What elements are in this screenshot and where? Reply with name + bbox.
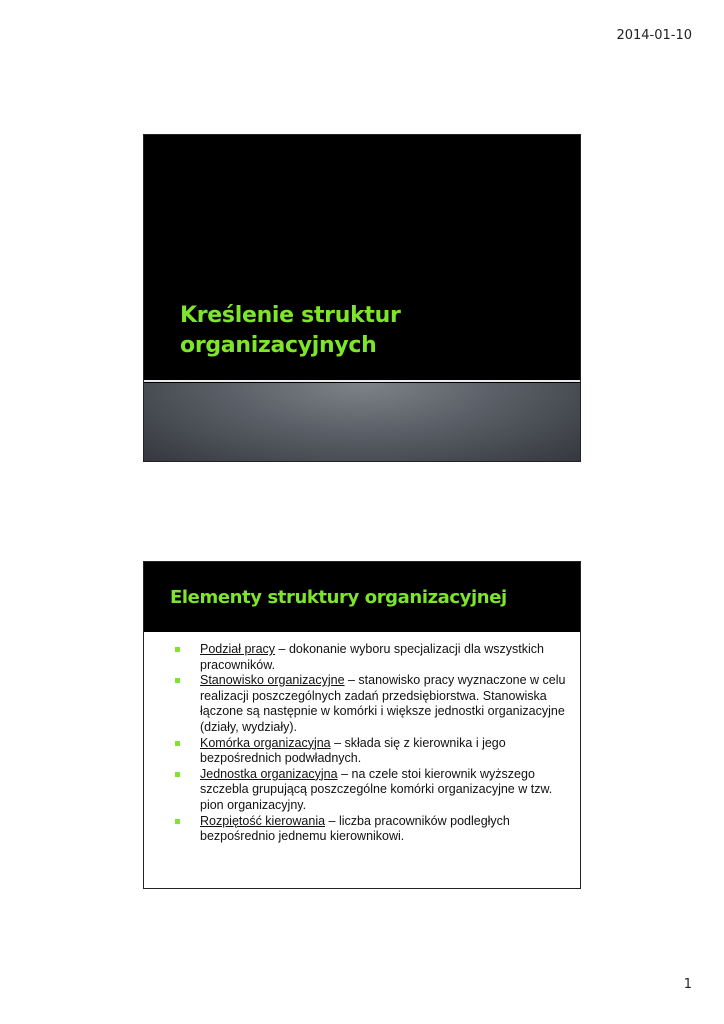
square-bullet-icon [175, 772, 180, 777]
page-date: 2014-01-10 [616, 28, 692, 43]
slide-2-bullet-list [174, 642, 570, 845]
square-bullet-icon [175, 647, 180, 652]
square-bullet-icon [175, 678, 180, 683]
slide-2 [143, 561, 581, 889]
list-item-term: Komórka organizacyjna [200, 735, 331, 750]
list-item [174, 673, 570, 735]
slide-1-gradient-band [144, 383, 580, 462]
list-item [174, 814, 570, 845]
list-item [174, 767, 570, 814]
slide-1 [143, 134, 581, 462]
slide-2-header [144, 562, 580, 632]
list-item-text: – stanowisko pracy wyznaczone w celu realizacji poszczególnych zadań przedsiębiorstwa. Stanowiska łączone są następnie w komórki i większe jednostki organizacyjne (działy, wydziały). [200, 673, 566, 734]
page-number: 1 [683, 977, 692, 992]
list-item [174, 642, 570, 673]
list-item-text: – liczba pracowników podległych bezpośrednio jednemu kierownikowi. [200, 813, 510, 844]
list-item-term: Jednostka organizacyjna [200, 766, 338, 781]
list-item-text: – składa się z kierownika i jego bezpośrednich podwładnych. [200, 735, 506, 766]
list-item-text: – dokonanie wyboru specjalizacji dla wszystkich pracowników. [200, 642, 544, 672]
list-item [174, 736, 570, 767]
slide-1-title-line-1: Kreślenie struktur [180, 303, 401, 328]
slide-2-title: Elementy struktury organizacyjnej [170, 587, 507, 608]
slide-1-title [180, 301, 560, 361]
list-item-text: – na czele stoi kierownik wyższego szczebla grupującą poszczególne komórki organizacyjne w tzw. pion organizacyjny. [200, 766, 553, 812]
square-bullet-icon [175, 741, 180, 746]
list-item-term: Rozpiętość kierowania [200, 813, 326, 828]
list-item-term: Podział pracy [200, 642, 276, 656]
slide-1-title-line-2: organizacyjnych [180, 333, 377, 358]
slide-1-divider [144, 380, 580, 382]
list-item-term: Stanowisko organizacyjne [200, 673, 345, 688]
square-bullet-icon [175, 819, 180, 824]
